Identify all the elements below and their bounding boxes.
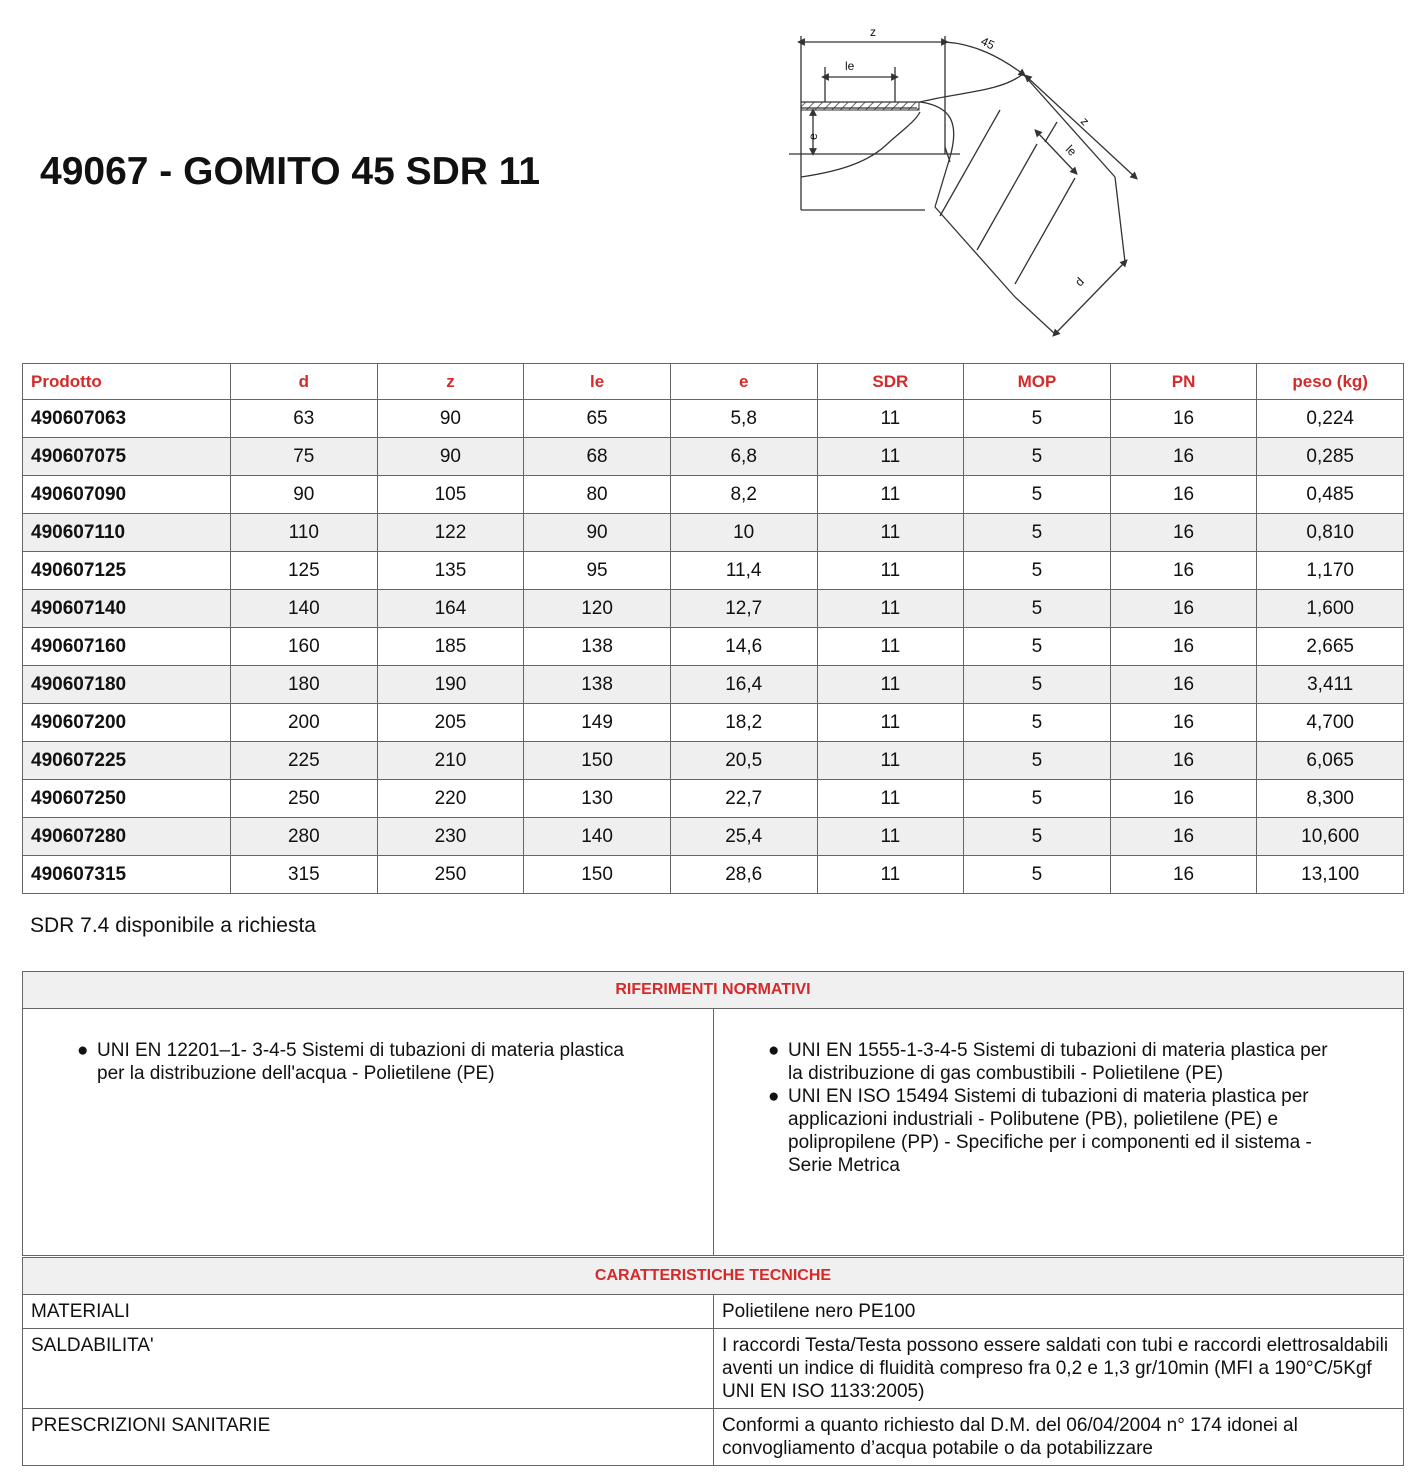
product-code-cell: 490607315 — [23, 856, 231, 894]
page-title: 49067 - GOMITO 45 SDR 11 — [40, 150, 541, 193]
riferimenti-heading: RIFERIMENTI NORMATIVI — [23, 972, 1404, 1009]
table-cell: 0,285 — [1257, 438, 1404, 476]
characteristic-value: Conformi a quanto richiesto dal D.M. del 06/04/2004 n° 174 idonei al convogliamento d’acqua potabile o da potabilizzare — [714, 1409, 1404, 1466]
table-cell: 205 — [377, 704, 524, 742]
table-cell: 140 — [231, 590, 378, 628]
table-cell: 0,810 — [1257, 514, 1404, 552]
table-cell: 90 — [377, 438, 524, 476]
product-code-cell: 490607110 — [23, 514, 231, 552]
table-row — [23, 666, 1404, 704]
table-cell: 11,4 — [670, 552, 817, 590]
product-code-cell: 490607160 — [23, 628, 231, 666]
reference-text: UNI EN ISO 15494 Sistemi di tubazioni di materia plastica per applicazioni industriali - Polibutene (PB), polietilene (PE) e polipropilene (PP) - Specifiche per i componenti ed il sistema - Serie Metrica — [788, 1086, 1312, 1176]
table-cell: 11 — [817, 628, 964, 666]
table-cell: 5 — [964, 400, 1111, 438]
table-cell: 280 — [231, 818, 378, 856]
table-cell: 16 — [1110, 856, 1257, 894]
table-cell: 16 — [1110, 628, 1257, 666]
table-cell: 11 — [817, 476, 964, 514]
label-e: e — [806, 133, 820, 140]
table-cell: 210 — [377, 742, 524, 780]
product-table — [22, 363, 1404, 894]
table-cell: 16,4 — [670, 666, 817, 704]
table-cell: 5 — [964, 780, 1111, 818]
table-cell: 315 — [231, 856, 378, 894]
caratteristiche-heading: CARATTERISTICHE TECNICHE — [23, 1258, 1404, 1295]
table-cell: 5 — [964, 514, 1111, 552]
table-row — [23, 818, 1404, 856]
product-code-cell: 490607250 — [23, 780, 231, 818]
label-z-top: z — [870, 25, 876, 39]
product-code-cell: 490607063 — [23, 400, 231, 438]
table-cell: 90 — [524, 514, 671, 552]
table-cell: 16 — [1110, 742, 1257, 780]
table-cell: 10,600 — [1257, 818, 1404, 856]
product-code-cell: 490607180 — [23, 666, 231, 704]
table-cell: 12,7 — [670, 590, 817, 628]
table-cell: 16 — [1110, 476, 1257, 514]
reference-item — [77, 1039, 653, 1085]
table-cell: 149 — [524, 704, 671, 742]
column-header: SDR — [817, 364, 964, 400]
table-cell: 180 — [231, 666, 378, 704]
table-cell: 11 — [817, 666, 964, 704]
availability-note: SDR 7.4 disponibile a richiesta — [30, 914, 316, 937]
table-cell: 16 — [1110, 780, 1257, 818]
label-d: d — [1072, 274, 1087, 290]
table-cell: 140 — [524, 818, 671, 856]
table-cell: 65 — [524, 400, 671, 438]
table-cell: 11 — [817, 818, 964, 856]
table-cell: 11 — [817, 514, 964, 552]
elbow-technical-drawing — [775, 22, 1155, 347]
table-cell: 0,224 — [1257, 400, 1404, 438]
table-row — [23, 1295, 1404, 1329]
table-cell: 95 — [524, 552, 671, 590]
table-cell: 90 — [231, 476, 378, 514]
table-cell: 5 — [964, 818, 1111, 856]
table-cell: 5 — [964, 590, 1111, 628]
label-le-top: le — [845, 59, 855, 73]
table-cell: 138 — [524, 666, 671, 704]
table-cell: 16 — [1110, 590, 1257, 628]
table-cell: 250 — [231, 780, 378, 818]
product-table-body — [23, 400, 1404, 894]
table-cell: 5 — [964, 742, 1111, 780]
characteristic-value: I raccordi Testa/Testa possono essere saldati con tubi e raccordi elettrosaldabili aventi un indice di fluidità compreso fra 0,2 e 1,3 gr/10min (MFI a 190°C/5Kgf UNI EN ISO 1133:2005) — [714, 1329, 1404, 1409]
table-cell: 185 — [377, 628, 524, 666]
product-code-cell: 490607075 — [23, 438, 231, 476]
table-cell: 16 — [1110, 704, 1257, 742]
table-cell: 230 — [377, 818, 524, 856]
table-cell: 220 — [377, 780, 524, 818]
table-cell: 16 — [1110, 400, 1257, 438]
product-code-cell: 490607090 — [23, 476, 231, 514]
table-cell: 5 — [964, 666, 1111, 704]
table-cell: 2,665 — [1257, 628, 1404, 666]
table-cell: 11 — [817, 742, 964, 780]
table-row — [23, 1329, 1404, 1409]
column-header: peso (kg) — [1257, 364, 1404, 400]
table-cell: 75 — [231, 438, 378, 476]
table-cell: 122 — [377, 514, 524, 552]
product-table-header — [23, 364, 1404, 400]
table-cell: 164 — [377, 590, 524, 628]
column-header: le — [524, 364, 671, 400]
table-cell: 18,2 — [670, 704, 817, 742]
table-cell: 0,485 — [1257, 476, 1404, 514]
reference-item — [768, 1085, 1343, 1177]
table-row — [23, 628, 1404, 666]
table-cell: 150 — [524, 742, 671, 780]
table-cell: 135 — [377, 552, 524, 590]
table-row — [23, 514, 1404, 552]
table-cell: 13,100 — [1257, 856, 1404, 894]
column-header: z — [377, 364, 524, 400]
reference-text: UNI EN 12201–1- 3-4-5 Sistemi di tubazioni di materia plastica per la distribuzione dell'acqua - Polietilene (PE) — [97, 1040, 624, 1084]
product-code-cell: 490607200 — [23, 704, 231, 742]
column-header: e — [670, 364, 817, 400]
table-row — [23, 1409, 1404, 1466]
riferimenti-right — [714, 1009, 1404, 1256]
table-cell: 68 — [524, 438, 671, 476]
table-row — [23, 780, 1404, 818]
label-le-diag: le — [1062, 142, 1080, 159]
table-cell: 16 — [1110, 666, 1257, 704]
characteristic-label: SALDABILITA' — [23, 1329, 714, 1409]
table-cell: 5 — [964, 476, 1111, 514]
reference-text: UNI EN 1555-1-3-4-5 Sistemi di tubazioni di materia plastica per la distribuzione di gas combustibili - Polietilene (PE) — [788, 1040, 1328, 1084]
table-row — [23, 704, 1404, 742]
table-row — [23, 742, 1404, 780]
table-row — [23, 590, 1404, 628]
column-header: d — [231, 364, 378, 400]
table-cell: 3,411 — [1257, 666, 1404, 704]
table-cell: 5 — [964, 856, 1111, 894]
product-code-cell: 490607140 — [23, 590, 231, 628]
table-cell: 80 — [524, 476, 671, 514]
table-cell: 16 — [1110, 818, 1257, 856]
column-header: PN — [1110, 364, 1257, 400]
table-row — [23, 552, 1404, 590]
table-cell: 28,6 — [670, 856, 817, 894]
characteristic-label: PRESCRIZIONI SANITARIE — [23, 1409, 714, 1466]
table-cell: 5 — [964, 438, 1111, 476]
column-header: Prodotto — [23, 364, 231, 400]
reference-item — [768, 1039, 1343, 1085]
table-row — [23, 400, 1404, 438]
table-cell: 11 — [817, 856, 964, 894]
table-cell: 5,8 — [670, 400, 817, 438]
label-45: 45 — [978, 34, 997, 53]
bullet-icon: ● — [768, 1086, 780, 1107]
table-cell: 8,2 — [670, 476, 817, 514]
table-cell: 160 — [231, 628, 378, 666]
table-cell: 63 — [231, 400, 378, 438]
table-cell: 225 — [231, 742, 378, 780]
table-cell: 125 — [231, 552, 378, 590]
label-z-diag: z — [1077, 114, 1093, 129]
table-cell: 20,5 — [670, 742, 817, 780]
caratteristiche-tecniche-table — [22, 1257, 1404, 1466]
table-cell: 105 — [377, 476, 524, 514]
table-cell: 150 — [524, 856, 671, 894]
table-row — [23, 856, 1404, 894]
table-cell: 10 — [670, 514, 817, 552]
table-row — [23, 476, 1404, 514]
table-cell: 25,4 — [670, 818, 817, 856]
table-cell: 120 — [524, 590, 671, 628]
characteristic-value: Polietilene nero PE100 — [714, 1295, 1404, 1329]
table-cell: 200 — [231, 704, 378, 742]
table-row — [23, 438, 1404, 476]
table-cell: 11 — [817, 552, 964, 590]
table-cell: 16 — [1110, 552, 1257, 590]
table-cell: 16 — [1110, 514, 1257, 552]
product-code-cell: 490607280 — [23, 818, 231, 856]
column-header: MOP — [964, 364, 1111, 400]
bullet-icon: ● — [77, 1040, 89, 1061]
table-cell: 250 — [377, 856, 524, 894]
table-cell: 6,8 — [670, 438, 817, 476]
table-cell: 14,6 — [670, 628, 817, 666]
table-cell: 16 — [1110, 438, 1257, 476]
riferimenti-normativi-table — [22, 971, 1404, 1256]
table-cell: 4,700 — [1257, 704, 1404, 742]
table-cell: 110 — [231, 514, 378, 552]
table-cell: 8,300 — [1257, 780, 1404, 818]
product-code-cell: 490607125 — [23, 552, 231, 590]
table-cell: 5 — [964, 704, 1111, 742]
table-cell: 90 — [377, 400, 524, 438]
characteristic-label: MATERIALI — [23, 1295, 714, 1329]
table-cell: 130 — [524, 780, 671, 818]
table-cell: 11 — [817, 780, 964, 818]
table-cell: 190 — [377, 666, 524, 704]
table-cell: 138 — [524, 628, 671, 666]
table-cell: 1,170 — [1257, 552, 1404, 590]
riferimenti-left — [23, 1009, 714, 1256]
bullet-icon: ● — [768, 1040, 780, 1061]
table-cell: 5 — [964, 628, 1111, 666]
product-code-cell: 490607225 — [23, 742, 231, 780]
table-cell: 11 — [817, 590, 964, 628]
table-cell: 11 — [817, 400, 964, 438]
table-cell: 1,600 — [1257, 590, 1404, 628]
table-cell: 11 — [817, 438, 964, 476]
table-cell: 6,065 — [1257, 742, 1404, 780]
table-cell: 5 — [964, 552, 1111, 590]
table-cell: 11 — [817, 704, 964, 742]
table-cell: 22,7 — [670, 780, 817, 818]
